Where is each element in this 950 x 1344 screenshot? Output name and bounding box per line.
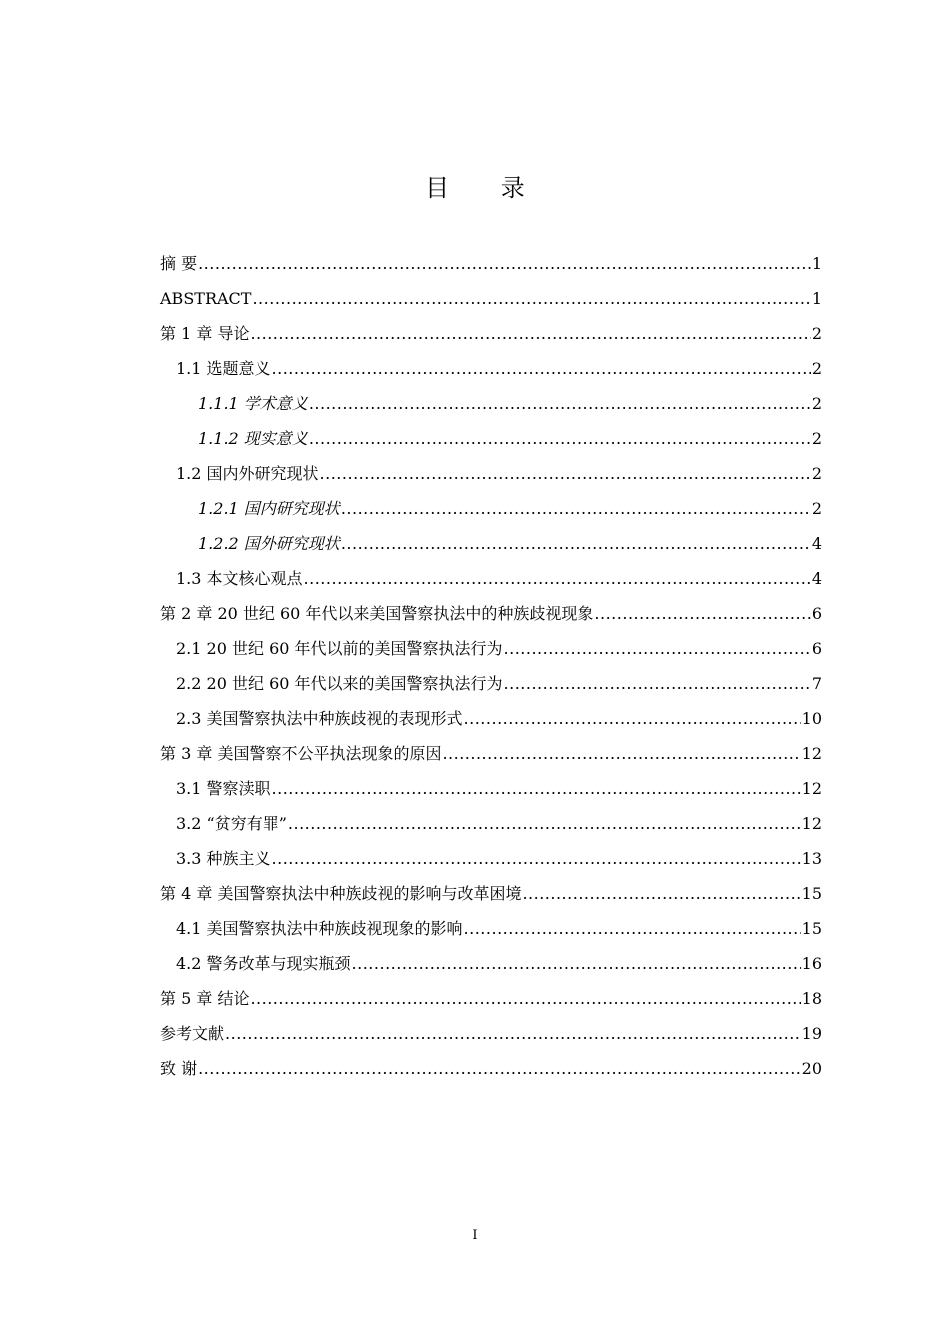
toc-entry[interactable] xyxy=(160,666,822,701)
table-of-contents xyxy=(160,246,822,1086)
toc-entry-page: 19 xyxy=(801,1024,822,1043)
toc-entry[interactable] xyxy=(160,1016,822,1051)
dot-leader xyxy=(464,701,801,736)
toc-entry-label: 2.3 美国警察执法中种族歧视的表现形式 xyxy=(176,709,463,728)
toc-entry-page: 12 xyxy=(801,779,822,798)
toc-entry[interactable] xyxy=(160,386,822,421)
page-number: I xyxy=(472,1228,478,1243)
toc-entry[interactable] xyxy=(160,631,822,666)
dot-leader xyxy=(225,1016,801,1051)
toc-entry-label: 3.2 “贫穷有罪” xyxy=(176,814,287,833)
toc-entry-label: 2.1 20 世纪 60 年代以前的美国警察执法行为 xyxy=(176,639,503,658)
toc-entry[interactable] xyxy=(160,1051,822,1086)
toc-entry[interactable] xyxy=(160,771,822,806)
dot-leader xyxy=(272,841,801,876)
toc-entry-page: 15 xyxy=(801,884,822,903)
toc-entry-label: 摘 要 xyxy=(160,254,198,273)
toc-entry-label: 第 2 章 20 世纪 60 年代以来美国警察执法中的种族歧视现象 xyxy=(160,604,594,623)
dot-leader xyxy=(304,561,811,596)
dot-leader xyxy=(341,526,811,561)
toc-entry-page: 12 xyxy=(801,814,822,833)
dot-leader xyxy=(594,596,810,631)
toc-entry-page: 1 xyxy=(811,254,822,273)
toc-entry-page: 2 xyxy=(811,464,822,483)
toc-entry-page: 2 xyxy=(811,394,822,413)
toc-entry-label: 3.3 种族主义 xyxy=(176,849,271,868)
dot-leader xyxy=(504,666,811,701)
dot-leader xyxy=(320,456,811,491)
toc-entry-page: 12 xyxy=(801,744,822,763)
dot-leader xyxy=(272,351,811,386)
toc-entry-label: 1.2.2 国外研究现状 xyxy=(198,534,340,553)
toc-entry[interactable] xyxy=(160,421,822,456)
toc-entry-label: 第 4 章 美国警察执法中种族歧视的影响与改革困境 xyxy=(160,884,522,903)
toc-entry[interactable] xyxy=(160,911,822,946)
toc-entry-label: 1.1 选题意义 xyxy=(176,359,271,378)
toc-entry-label: 1.1.2 现实意义 xyxy=(198,429,308,448)
dot-leader xyxy=(522,876,800,911)
toc-entry[interactable] xyxy=(160,316,822,351)
dot-leader xyxy=(341,491,811,526)
dot-leader xyxy=(250,316,810,351)
toc-entry-label: 4.1 美国警察执法中种族歧视现象的影响 xyxy=(176,919,463,938)
toc-entry-page: 4 xyxy=(811,534,822,553)
toc-entry-label: 致 谢 xyxy=(160,1059,198,1078)
dot-leader xyxy=(442,736,800,771)
toc-entry-page: 2 xyxy=(811,359,822,378)
dot-leader xyxy=(504,631,811,666)
toc-entry-page: 15 xyxy=(801,919,822,938)
toc-entry[interactable] xyxy=(160,561,822,596)
toc-entry-page: 1 xyxy=(811,289,822,308)
toc-entry-label: ABSTRACT xyxy=(160,289,252,308)
toc-entry-page: 6 xyxy=(811,604,822,623)
toc-entry-label: 3.1 警察渎职 xyxy=(176,779,271,798)
toc-entry[interactable] xyxy=(160,246,822,281)
toc-entry-page: 2 xyxy=(811,499,822,518)
toc-entry[interactable] xyxy=(160,946,822,981)
toc-entry[interactable] xyxy=(160,596,822,631)
toc-entry-label: 1.2.1 国内研究现状 xyxy=(198,499,340,518)
dot-leader xyxy=(198,246,811,281)
dot-leader xyxy=(288,806,801,841)
dot-leader xyxy=(252,281,810,316)
toc-entry[interactable] xyxy=(160,736,822,771)
page-title: 目 录 xyxy=(425,174,547,202)
toc-entry-page: 16 xyxy=(801,954,822,973)
toc-entry-label: 第 3 章 美国警察不公平执法现象的原因 xyxy=(160,744,442,763)
toc-entry[interactable] xyxy=(160,281,822,316)
toc-entry-page: 4 xyxy=(811,569,822,588)
toc-entry-page: 13 xyxy=(801,849,822,868)
toc-entry[interactable] xyxy=(160,351,822,386)
toc-entry[interactable] xyxy=(160,841,822,876)
toc-entry[interactable] xyxy=(160,806,822,841)
toc-entry-label: 参考文献 xyxy=(160,1024,225,1043)
dot-leader xyxy=(352,946,801,981)
toc-entry-label: 第 1 章 导论 xyxy=(160,324,250,343)
toc-entry-page: 18 xyxy=(801,989,822,1008)
dot-leader xyxy=(309,386,811,421)
dot-leader xyxy=(309,421,811,456)
toc-entry[interactable] xyxy=(160,526,822,561)
toc-entry-page: 10 xyxy=(801,709,822,728)
toc-entry[interactable] xyxy=(160,491,822,526)
toc-entry-page: 20 xyxy=(801,1059,822,1078)
toc-entry[interactable] xyxy=(160,701,822,736)
toc-entry[interactable] xyxy=(160,876,822,911)
toc-entry[interactable] xyxy=(160,456,822,491)
toc-entry[interactable] xyxy=(160,981,822,1016)
toc-entry-label: 2.2 20 世纪 60 年代以来的美国警察执法行为 xyxy=(176,674,503,693)
toc-entry-page: 6 xyxy=(811,639,822,658)
toc-entry-page: 2 xyxy=(811,324,822,343)
toc-entry-label: 1.3 本文核心观点 xyxy=(176,569,303,588)
toc-entry-label: 4.2 警务改革与现实瓶颈 xyxy=(176,954,351,973)
toc-entry-label: 1.2 国内外研究现状 xyxy=(176,464,319,483)
dot-leader xyxy=(198,1051,801,1086)
dot-leader xyxy=(464,911,801,946)
dot-leader xyxy=(250,981,800,1016)
toc-entry-label: 1.1.1 学术意义 xyxy=(198,394,308,413)
toc-entry-page: 2 xyxy=(811,429,822,448)
toc-entry-label: 第 5 章 结论 xyxy=(160,989,250,1008)
toc-entry-page: 7 xyxy=(811,674,822,693)
dot-leader xyxy=(272,771,801,806)
